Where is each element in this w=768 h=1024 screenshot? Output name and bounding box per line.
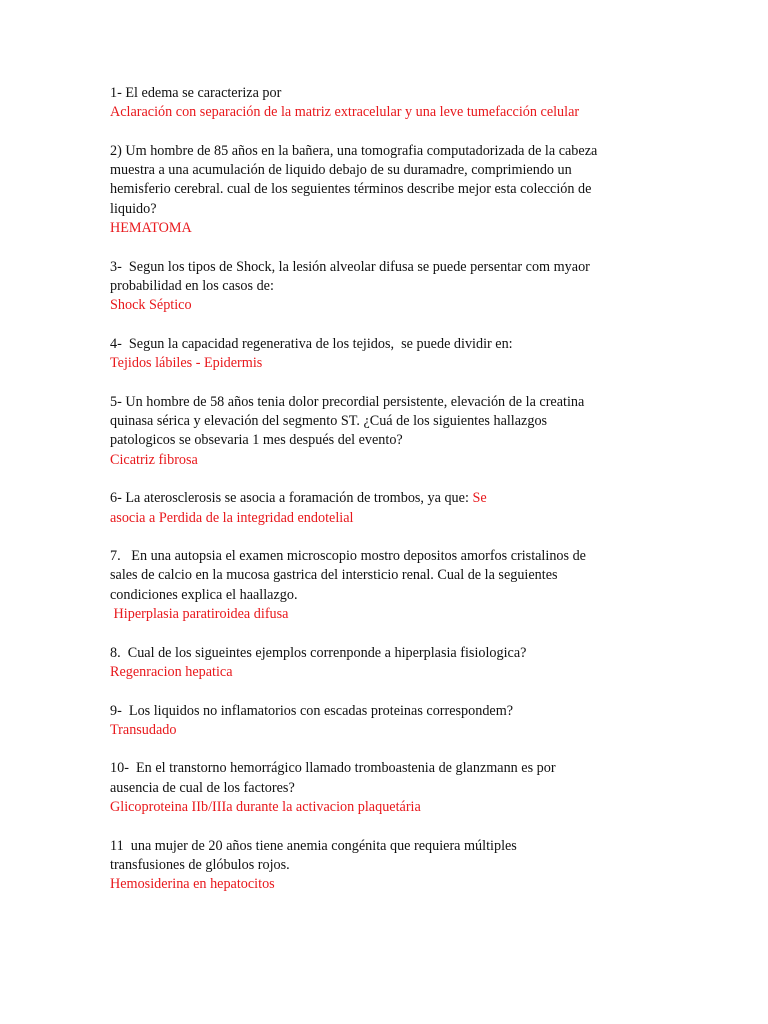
question-item-8 [110,644,670,683]
question-text: 11 una mujer de 20 años tiene anemia congénita que requiera múltiples transfusiones de glóbulos rojos. [110,837,517,873]
question-item-7 [110,547,670,624]
question-item-2 [110,142,670,238]
answer-text: HEMATOMA [110,220,192,237]
question-text: 7. En una autopsia el examen microscopio mostro depositos amorfos cristalinos de sales de calcio en la mucosa gastrica del intersticio renal. Cual de la seguientes condiciones explica el haallazgo. [110,548,586,603]
answer-text: Cicatriz fibrosa [110,451,198,468]
answer-text: Glicoproteina IIb/IIIa durante la activacion plaquetária [110,798,421,815]
question-item-6 [110,489,670,528]
answer-text: Transudado [110,721,177,738]
question-text: 9- Los liquidos no inflamatorios con escadas proteinas correspondem? [110,702,514,719]
question-item-1 [110,84,670,123]
answer-text: Shock Séptico [110,297,192,314]
question-item-5 [110,393,670,470]
question-item-9 [110,702,670,741]
question-item-11 [110,837,670,895]
question-text: 8. Cual de los sigueintes ejemplos correnponde a hiperplasia fisiologica? [110,644,527,661]
question-text: 6- La aterosclerosis se asocia a foramación de trombos, ya que: [110,490,473,507]
answer-text: Hiperplasia paratiroidea difusa [110,606,289,623]
document-content [110,84,670,914]
question-text: 2) Um hombre de 85 años en la bañera, una tomografia computadorizada de la cabeza muestra a una acumulación de liquido debajo de su duramadre, comprimiendo un hemisferio cerebral. cual de los seguientes términos describe mejor esta colección de liquido? [110,142,598,217]
answer-text: Aclaración con separación de la matriz extracelular y una leve tumefacción celular [110,104,580,121]
question-text: 1- El edema se caracteriza por [110,85,282,101]
answer-inline-text: Se [472,490,487,507]
question-item-3 [110,258,670,316]
answer-text: Tejidos lábiles - Epidermis [110,355,263,372]
answer-text: asocia a Perdida de la integridad endotelial [110,509,354,526]
answer-text: Hemosiderina en hepatocitos [110,876,275,893]
question-item-10 [110,759,670,817]
answer-text: Regenracion hepatica [110,663,233,680]
question-text: 4- Segun la capacidad regenerativa de los tejidos, se puede dividir en: [110,335,513,352]
question-item-4 [110,335,670,374]
question-text: 3- Segun los tipos de Shock, la lesión alveolar difusa se puede persentar com myaor probabilidad en los casos de: [110,258,590,294]
question-text: 5- Un hombre de 58 años tenia dolor precordial persistente, elevación de la creatina quinasa sérica y elevación del segmento ST. ¿Cuá de los siguientes hallazgos patologicos se obsevaria 1 mes después del evento? [110,393,585,449]
question-text: 10- En el transtorno hemorrágico llamado tromboastenia de glanzmann es por ausencia de cual de los factores? [110,760,556,796]
question-line [110,489,670,508]
